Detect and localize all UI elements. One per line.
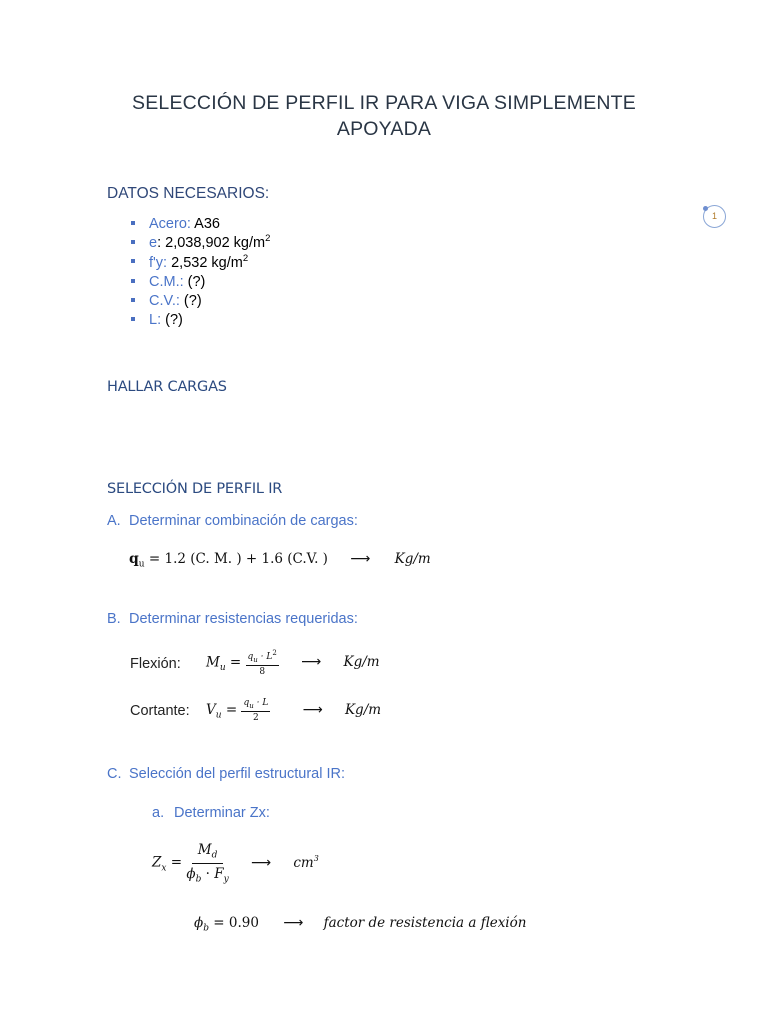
mu-num-sub: u — [253, 655, 258, 664]
list-item — [130, 215, 270, 234]
datos-value: 2,532 kg/m — [167, 254, 243, 271]
vu-den: 2 — [253, 712, 259, 723]
step-c — [107, 766, 345, 782]
datos-value: : 2,038,902 kg/m — [157, 235, 266, 252]
step-a-text: Determinar combinación de cargas: — [129, 513, 358, 529]
zx-den-b: F — [214, 865, 224, 882]
qu-lhs: q — [129, 551, 139, 567]
equation-zx — [152, 842, 319, 884]
seleccion-heading: SELECCIÓN DE PERFIL IR — [107, 481, 283, 497]
list-item — [130, 273, 270, 292]
equation-qu — [129, 551, 431, 570]
step-c-a — [152, 805, 270, 821]
zx-den-b-sub: y — [223, 874, 229, 885]
list-item — [130, 254, 270, 273]
step-c-number: C. — [107, 766, 122, 782]
step-b-number: B. — [107, 611, 121, 627]
step-b — [107, 611, 358, 627]
phi-note: factor de resistencia a flexión — [323, 915, 527, 931]
right-arrow-icon: ⟶ — [350, 551, 371, 567]
bullet-icon — [131, 279, 135, 283]
phi-lhs-sub: b — [203, 923, 209, 934]
datos-heading: DATOS NECESARIOS: — [107, 185, 270, 202]
zx-eq: = — [170, 854, 183, 871]
step-b-text: Determinar resistencias requeridas: — [129, 611, 358, 627]
datos-list — [130, 215, 270, 331]
datos-sup: 2 — [265, 233, 271, 245]
bullet-icon — [131, 298, 135, 302]
datos-value: (?) — [183, 273, 206, 290]
comment-anchor-dot — [703, 206, 708, 211]
vu-fraction — [241, 698, 270, 723]
bullet-icon — [131, 240, 135, 244]
datos-label: Acero: — [149, 216, 191, 232]
phi-rhs: = 0.90 — [208, 915, 259, 931]
list-item — [130, 234, 270, 253]
title-line-1: SELECCIÓN DE PERFIL IR PARA VIGA SIMPLEMENTE — [131, 92, 636, 114]
bullet-icon — [131, 221, 135, 225]
vu-num-tail: · L — [253, 698, 269, 708]
mu-fraction — [246, 649, 279, 677]
qu-unit: Kg/m — [394, 551, 431, 567]
zx-den-a-sub: b — [195, 874, 202, 885]
title-line-2: APOYADA — [336, 118, 432, 140]
list-item — [130, 292, 270, 311]
right-arrow-icon: ⟶ — [302, 701, 323, 718]
comment-number: 1 — [711, 211, 717, 221]
vu-num-sub: u — [249, 701, 254, 710]
zx-fraction — [186, 842, 228, 884]
step-c-a-text: Determinar Zx: — [174, 805, 270, 821]
datos-value: A36 — [190, 216, 220, 232]
zx-num: M — [197, 842, 212, 858]
right-arrow-icon: ⟶ — [283, 915, 304, 931]
mu-lhs-sub: u — [219, 663, 226, 674]
vu-num: q — [243, 698, 250, 708]
datos-label: e — [149, 235, 158, 252]
vu-lhs-sub: u — [215, 710, 222, 721]
step-c-text: Selección del perfil estructural IR: — [129, 766, 345, 782]
hallar-cargas-heading: HALLAR CARGAS — [107, 379, 227, 395]
vu-eq: = — [225, 701, 238, 718]
step-a — [107, 513, 358, 529]
zx-num-sub: d — [211, 850, 218, 861]
phi-lhs: ϕ — [194, 915, 204, 931]
equation-phi — [194, 915, 526, 934]
right-arrow-icon: ⟶ — [301, 654, 322, 671]
page-title — [84, 90, 684, 142]
cortante-label: Cortante: — [130, 703, 190, 719]
right-arrow-icon: ⟶ — [250, 854, 272, 871]
vu-lhs: V — [206, 701, 216, 718]
zx-unit: cm — [293, 854, 314, 871]
zx-lhs: Z — [152, 854, 162, 871]
flexion-label: Flexión: — [130, 656, 181, 672]
mu-den: 8 — [259, 666, 266, 677]
vu-unit: Kg/m — [344, 701, 382, 718]
equation-mu — [206, 649, 380, 677]
datos-sup: 2 — [242, 252, 249, 264]
mu-eq: = — [229, 654, 242, 671]
mu-num-sup: 2 — [272, 649, 277, 657]
qu-rhs: = 1.2 (C. M. ) + 1.6 (C.V. ) — [148, 551, 328, 567]
zx-den-a: ϕ — [186, 865, 196, 882]
mu-num: q — [247, 652, 254, 662]
mu-unit: Kg/m — [343, 654, 380, 671]
zx-lhs-sub: x — [161, 863, 167, 874]
datos-label: C.V.: — [149, 293, 180, 310]
zx-unit-sup: 3 — [313, 854, 319, 864]
list-item — [130, 311, 270, 330]
datos-value: (?) — [179, 293, 202, 310]
datos-label: f'y: — [149, 254, 168, 271]
qu-lhs-sub: u — [138, 559, 145, 570]
datos-label: L: — [149, 312, 162, 329]
mu-lhs: M — [206, 654, 220, 671]
zx-den-dot: · — [201, 865, 215, 882]
datos-label: C.M.: — [149, 273, 184, 290]
equation-vu — [206, 698, 381, 723]
step-c-a-number: a. — [152, 805, 165, 821]
bullet-icon — [131, 317, 135, 321]
mu-num-tail: · L — [257, 652, 273, 662]
bullet-icon — [131, 259, 135, 263]
step-a-number: A. — [107, 513, 121, 529]
datos-value: (?) — [161, 312, 183, 329]
